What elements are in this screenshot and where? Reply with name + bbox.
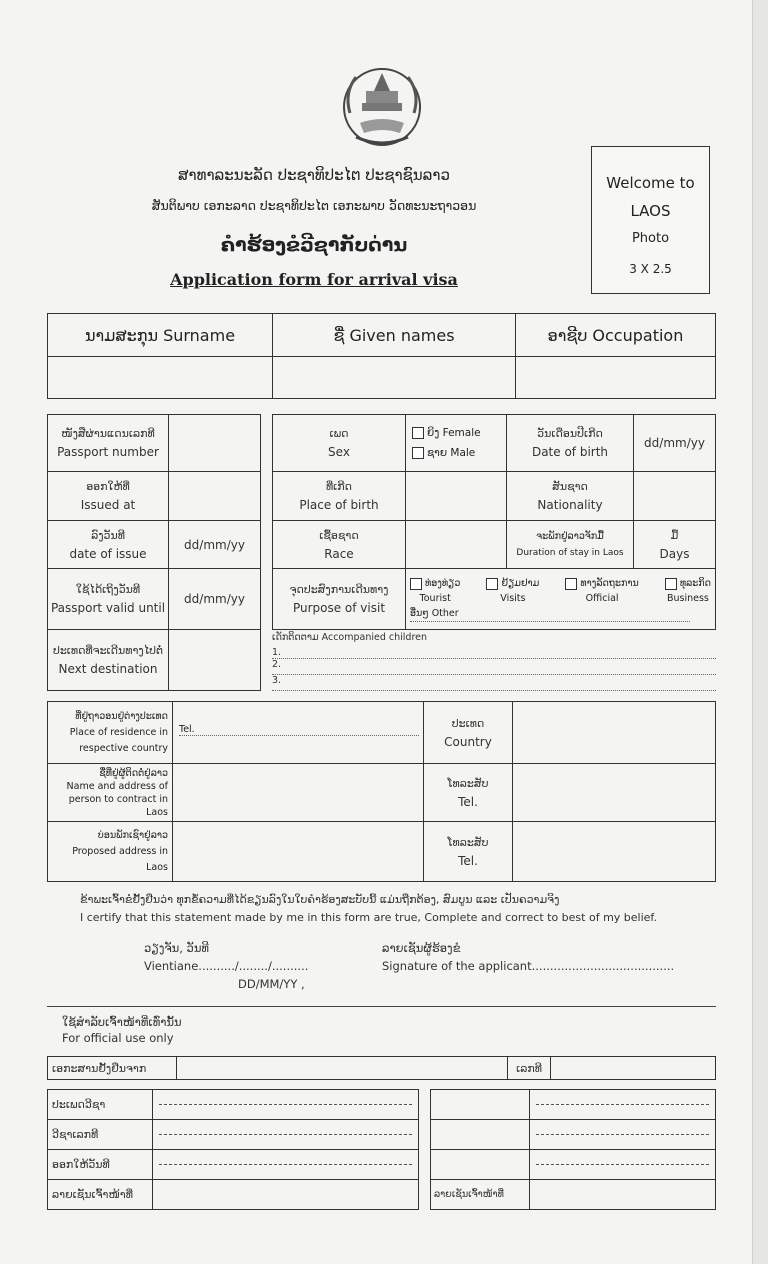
nationality-field[interactable]	[634, 472, 716, 521]
official-label: Official	[585, 593, 619, 604]
tel2-lao: ໂທລະສັບ	[447, 835, 489, 849]
issued-at-label: Issued at	[80, 498, 136, 512]
date-format: DD/MM/YY ,	[238, 977, 305, 991]
country-label: Country	[444, 734, 492, 749]
lao-national-emblem	[336, 63, 428, 151]
child-3-field[interactable]	[272, 675, 716, 691]
given-names-field[interactable]	[273, 357, 516, 399]
official-option[interactable]	[565, 576, 638, 606]
names-table	[47, 313, 716, 399]
contact-label: Name and address of person to contract in Laos	[66, 780, 168, 818]
right-cell-3a[interactable]	[431, 1150, 530, 1180]
business-checkbox[interactable]	[665, 578, 677, 590]
female-checkbox[interactable]	[412, 427, 424, 439]
signature-field[interactable]: Signature of the applicant.......................................	[382, 959, 675, 973]
nationality-label: Nationality	[537, 498, 603, 512]
form-title: Application form for arrival visa	[170, 270, 458, 289]
photo-laos-text: LAOS	[630, 202, 671, 220]
pob-label: Place of birth	[299, 498, 379, 512]
officer-signature-field-2[interactable]	[530, 1180, 716, 1210]
contact-field[interactable]	[173, 764, 424, 822]
right-cell-3b[interactable]	[530, 1150, 716, 1180]
female-option[interactable]	[412, 423, 506, 443]
photo-box[interactable]	[591, 146, 710, 294]
signature-lao: ລາຍເຊັນຜູ້ຮ້ອງຂໍ	[382, 941, 461, 955]
surname-label: ນາມສະກຸນ Surname	[48, 314, 273, 357]
official-use-lao: ໃຊ້ສຳລັບເຈົ້າໜ້າທີ່ເທົ່ານັ້ນ	[62, 1015, 182, 1029]
residence-tel: Tel.	[179, 724, 419, 736]
tourist-checkbox[interactable]	[410, 578, 422, 590]
visits-label: Visits	[500, 593, 526, 604]
race-lao: ເຊື້ອຊາດ	[319, 528, 359, 542]
number-field[interactable]	[551, 1057, 716, 1080]
visa-number-label: ວີຊາເລກທີ	[48, 1120, 153, 1150]
next-destination-label: Next destination	[58, 662, 158, 676]
business-label: Business	[666, 593, 709, 604]
business-option[interactable]	[665, 576, 711, 606]
official-checkbox[interactable]	[565, 578, 577, 590]
right-cell-2b[interactable]	[530, 1120, 716, 1150]
number-label: ເລກທີ	[508, 1057, 551, 1080]
officer-signature-field[interactable]	[153, 1180, 419, 1210]
pob-field[interactable]	[406, 472, 507, 521]
officer-signature-label-2: ລາຍເຊັນເຈົ້າໜ້າທີ່	[431, 1180, 530, 1210]
photo-label: Photo	[631, 231, 670, 246]
certification-lao: ຂ້າພະເຈົ້າຂໍຢັ້ງຢືນວ່າ ທຸກຂໍ້ຄວາມທີ່ໄດ້ຂຽນລົງໃນໃບຄຳຮ້ອງສະບັບນີ້ ແມ່ນຖືກຕ້ອງ, ສົມບູນ ແລະ ເປັນຄວາມຈິງ	[80, 893, 560, 906]
place-lao: ວຽງຈັນ, ວັນທີ	[144, 941, 209, 955]
proposed-lao: ບ່ອນພັກເຊົາຢູ່ລາວ	[97, 829, 168, 841]
place-date-field[interactable]: Vientiane........../......../..........	[144, 959, 309, 973]
male-option[interactable]	[412, 443, 506, 463]
tel2-field[interactable]	[513, 822, 716, 882]
nationality-lao: ສັນຊາດ	[552, 480, 588, 493]
child-2-number: 2.	[272, 659, 282, 670]
tourist-label: Tourist	[419, 593, 451, 604]
valid-until-field[interactable]: dd/mm/yy	[169, 569, 261, 630]
pob-lao: ທີ່ເກີດ	[325, 480, 353, 493]
issued-at-field[interactable]	[169, 472, 261, 521]
form-title-lao: ຄຳຮ້ອງຂໍວີຊາກັບດ່ານ	[220, 234, 408, 256]
right-cell-1b[interactable]	[530, 1090, 716, 1120]
official-approval-table	[47, 1056, 716, 1080]
official-lao: ທາງລັດຖະການ	[580, 578, 639, 589]
business-lao: ທຸລະກິດ	[679, 578, 711, 589]
proposed-field[interactable]	[173, 822, 424, 882]
national-motto-lao: ສັນຕິພາບ ເອກະລາດ ປະຊາທິປະໄຕ ເອກະພາບ ວັດທະນະຖາວອນ	[151, 198, 477, 213]
given-names-label: ຊື່ Given names	[273, 314, 516, 357]
occupation-field[interactable]	[516, 357, 716, 399]
date-issue-field[interactable]: dd/mm/yy	[169, 521, 261, 569]
accompanied-children	[272, 632, 716, 691]
visits-option[interactable]	[486, 576, 539, 606]
residence-field[interactable]	[173, 702, 424, 764]
visa-type-label: ປະເພດວີຊາ	[48, 1090, 153, 1120]
duration-field[interactable]	[634, 521, 716, 569]
purpose-lao: ຈຸດປະສົງການເດີນທາງ	[289, 583, 389, 596]
child-3-number: 3.	[272, 675, 282, 686]
date-issue-lao: ລົງວັນທີ	[91, 528, 125, 542]
days-label: Days	[659, 546, 690, 561]
valid-until-lao: ໃຊ້ໄດ້ເຖິງວັນທີ	[75, 583, 141, 596]
days-lao: ມື້	[670, 528, 679, 542]
dob-lao: ວັນເດືອນປີເກີດ	[537, 427, 603, 440]
right-cell-2a[interactable]	[431, 1120, 530, 1150]
dob-label: Date of birth	[531, 445, 609, 459]
visits-checkbox[interactable]	[486, 578, 498, 590]
certification-statement: I certify that this statement made by me in this form are true, Complete and correct to best of my belief.	[80, 911, 657, 924]
tel2-label: Tel.	[458, 853, 478, 868]
issue-date-field[interactable]	[153, 1150, 419, 1180]
purpose-label: Purpose of visit	[292, 601, 386, 615]
officer-signature-label: ລາຍເຊັນເຈົ້າໜ້າທີ່	[48, 1180, 153, 1210]
next-destination-lao: ປະເທດທີ່ຈະເດີນທາງໄປຕໍ່	[52, 644, 164, 657]
child-1-field[interactable]	[272, 647, 716, 659]
approval-label: ເອກະສານຢັ້ງຢືນຈາກ	[48, 1057, 177, 1080]
right-cell-1a[interactable]	[431, 1090, 530, 1120]
female-label: ຍິງ Female	[427, 427, 481, 439]
issue-date-label: ອອກໃຫ້ວັນທີ	[48, 1150, 153, 1180]
visa-number-field[interactable]	[153, 1120, 419, 1150]
country-field[interactable]	[513, 702, 716, 764]
other-purpose-label: ອື່ນໆ Other	[410, 608, 459, 619]
passport-number-field[interactable]	[169, 415, 261, 472]
male-label: ຊາຍ Male	[427, 447, 476, 459]
child-2-field[interactable]	[272, 659, 716, 675]
visits-lao: ຢ້ຽມຢາມ	[501, 578, 540, 589]
issued-at-lao: ອອກໃຫ້ທີ່	[86, 480, 130, 493]
next-destination-field[interactable]	[169, 630, 261, 691]
residence-table	[47, 701, 716, 882]
country-lao: ປະເທດ	[451, 716, 485, 730]
passport-number-label: Passport number	[57, 445, 159, 459]
tel1-field[interactable]	[513, 764, 716, 822]
page-edge	[752, 0, 768, 1264]
official-visa-table	[47, 1089, 419, 1210]
photo-size: 3 X 2.5	[629, 262, 672, 276]
sex-label: Sex	[328, 445, 350, 459]
date-issue-label: date of issue	[69, 546, 147, 561]
duration-label: Duration of stay in Laos	[516, 547, 624, 558]
official-visa-table-right	[430, 1089, 716, 1210]
passport-number-lao: ໜັງສືຜ່ານແດນເລກທີ	[61, 427, 155, 440]
tel1-label: Tel.	[458, 794, 478, 809]
residence-label: Place of residence in respective country	[69, 726, 168, 754]
tel1-lao: ໂທລະສັບ	[447, 776, 489, 790]
sex-lao: ເພດ	[329, 427, 349, 440]
race-field[interactable]	[406, 521, 507, 569]
race-label: Race	[324, 546, 354, 561]
children-label: ເດັກຕິດຕາມ Accompanied children	[272, 632, 428, 643]
valid-until-label: Passport valid until	[50, 601, 166, 615]
passport-details-table	[47, 414, 261, 691]
republic-name-lao: ສາທາລະນະລັດ ປະຊາທິປະໄຕ ປະຊາຊົນລາວ	[178, 166, 450, 184]
proposed-label: Proposed address in Laos	[72, 845, 168, 873]
tourist-lao: ທ່ອງທ່ຽວ	[425, 578, 461, 589]
tourist-option[interactable]	[410, 576, 460, 606]
male-checkbox[interactable]	[412, 447, 424, 459]
other-purpose-field[interactable]	[410, 606, 690, 622]
section-divider	[47, 1006, 716, 1007]
visa-type-field[interactable]	[153, 1090, 419, 1120]
occupation-label: ອາຊີບ Occupation	[516, 314, 716, 357]
residence-lao: ທີ່ຢູ່ຖາວອນຢູ່ຕ່າງປະເທດ	[75, 710, 168, 722]
dob-field[interactable]: dd/mm/yy	[634, 415, 716, 472]
photo-welcome-text: Welcome to	[606, 174, 695, 192]
official-use-label: For official use only	[62, 1031, 174, 1045]
approval-field[interactable]	[177, 1057, 508, 1080]
duration-lao: ຈະພັກຢູ່ລາວຈັກມື້	[536, 530, 604, 542]
surname-field[interactable]	[48, 357, 273, 399]
personal-details-table	[272, 414, 716, 630]
child-1-number: 1.	[272, 647, 282, 658]
contact-lao: ຊື່ທີ່ຢູ່ຜູ້ຕິດຕໍ່ຢູ່ລາວ	[99, 767, 168, 779]
